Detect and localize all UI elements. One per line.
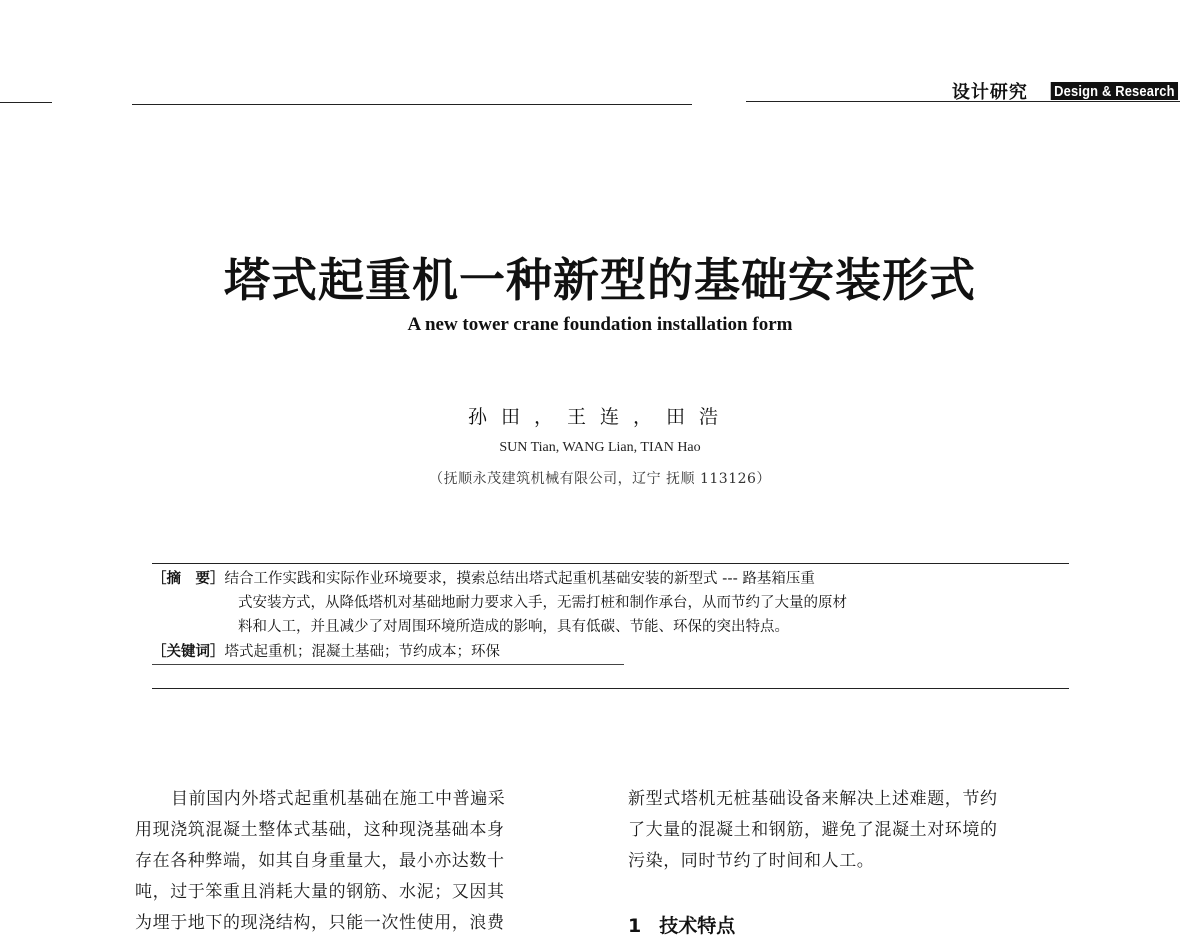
body-line: 目前国内外塔式起重机基础在施工中普遍采 — [171, 789, 506, 809]
paper-title-en: A new tower crane foundation installation form — [407, 314, 793, 335]
abstract-box — [152, 563, 1069, 689]
body-line: 为埋于地下的现浇结构，只能一次性使用，浪费 — [135, 913, 505, 933]
body-line: 用现浇筑混凝土整体式基础，这种现浇基础本身 — [135, 820, 505, 840]
paper-title-cn: 塔式起重机一种新型的基础安装形式 — [224, 253, 976, 307]
body-line: 存在各种弊端，如其自身重量大，最小亦达数十 — [135, 851, 505, 871]
abstract-line — [152, 568, 1069, 590]
abstract-label: ［摘 要］ — [152, 571, 225, 587]
header-rule-left — [0, 102, 52, 103]
section-number: 1 — [628, 915, 642, 937]
author-affiliation: （抚顺永茂建筑机械有限公司，辽宁 抚顺 113126） — [429, 471, 771, 487]
section-title: 技术特点 — [659, 915, 736, 937]
section-heading — [628, 911, 735, 938]
abstract-text-line-2: 式安装方式，从降低塔机对基础地耐力要求入手，无需打桩和制作承台，从而节约了大量的原材 — [238, 595, 847, 611]
keywords-divider — [152, 664, 624, 665]
body-column-left — [135, 784, 587, 939]
authors-cn: 孙田，王连，田浩 — [467, 406, 732, 428]
body-line: 吨，过于笨重且消耗大量的钢筋、水泥；又因其 — [135, 882, 505, 902]
keywords-label: ［关键词］ — [152, 644, 225, 660]
section-label-cn: 设计研究 — [951, 82, 1028, 103]
body-column-right — [628, 784, 1078, 877]
body-line: 新型式塔机无桩基础设备来解决上述难题，节约 — [628, 789, 998, 809]
journal-section-header — [952, 78, 1178, 104]
body-line: 了大量的混凝土和钢筋，避免了混凝土对环境的 — [628, 820, 998, 840]
keywords-line — [152, 641, 1069, 663]
header-rule-middle — [132, 104, 692, 105]
authors-en: SUN Tian, WANG Lian, TIAN Hao — [499, 440, 701, 455]
keywords-text: 塔式起重机；混凝土基础；节约成本；环保 — [224, 644, 500, 660]
abstract-text-line-1: 结合工作实践和实际作业环境要求，摸索总结出塔式起重机基础安装的新型式 --- 路基箱压重 — [224, 571, 815, 587]
abstract-text-line-3: 料和人工，并且减少了对周围环境所造成的影响，具有低碳、节能、环保的突出特点。 — [238, 619, 789, 635]
body-line: 污染，同时节约了时间和人工。 — [628, 851, 875, 871]
section-label-en: Design & Research — [1051, 82, 1178, 100]
